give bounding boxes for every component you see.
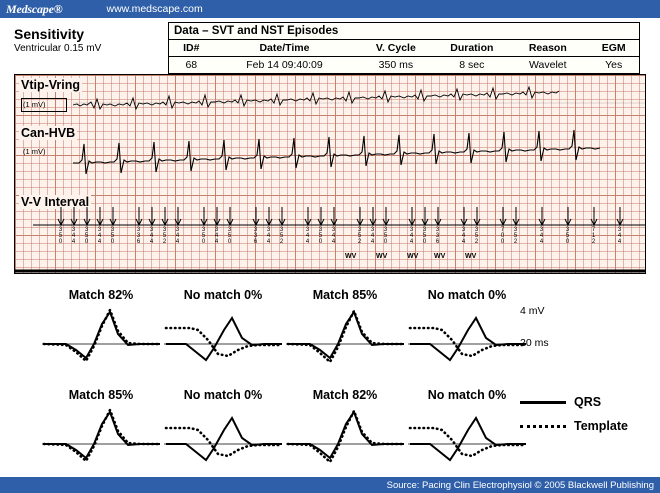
wavelet-match-panels: [14, 288, 514, 488]
vv-interval-value: 3 3 6: [253, 227, 258, 245]
vv-interval-value: 3 4 4: [71, 227, 76, 245]
column-header-vcycle: V. Cycle: [355, 40, 436, 57]
qrs-template-overlay: [284, 404, 406, 476]
vv-interval-value: 3 5 0: [110, 227, 115, 245]
legend-item-qrs: [520, 395, 650, 409]
scale-time-label: 20 ms: [520, 337, 549, 349]
column-header-reason: Reason: [507, 40, 588, 57]
cell-reason: Wavelet: [529, 59, 567, 71]
vv-interval-value: 3 4 4: [461, 227, 466, 245]
medscape-logo: Medscape®: [6, 1, 63, 16]
column-header-duration: Duration: [436, 40, 507, 57]
calibration-label-2: (1 mV): [23, 147, 46, 156]
match-panel[interactable]: [284, 288, 406, 376]
vv-interval-value: 3 3 6: [136, 227, 141, 245]
vv-interval-value: 3 5 0: [422, 227, 427, 245]
vv-interval-value: 3 5 0: [565, 227, 570, 245]
vv-interval-value: 3 5 0: [383, 227, 388, 245]
vv-interval-value: 3 5 2: [357, 227, 362, 245]
solid-line-icon: [520, 397, 566, 407]
vv-interval-value: 3 5 2: [279, 227, 284, 245]
episode-data-table: [168, 22, 640, 74]
table-header-row: [169, 40, 639, 57]
vv-interval-value: 3 4 4: [175, 227, 180, 245]
source-text: Source: Pacing Clin Electrophysiol © 2005 Blackwell Publishing: [386, 479, 654, 491]
legend-label-qrs: QRS: [574, 395, 602, 409]
vv-interval-value: 3 5 0: [318, 227, 323, 245]
qrs-template-overlay: [162, 304, 284, 376]
match-panel[interactable]: [162, 388, 284, 476]
vv-interval-value: 3 4 4: [97, 227, 102, 245]
vv-interval-value: 3 5 2: [513, 227, 518, 245]
vv-interval-value: 7 0 0: [500, 227, 505, 245]
channel-label-vv-interval: V-V Interval: [21, 195, 90, 209]
medscape-header-bar: [0, 0, 660, 18]
wv-marker: WV: [407, 253, 419, 260]
qrs-template-overlay: [406, 404, 528, 476]
scale-amplitude-label: 4 mV: [520, 305, 545, 317]
vv-interval-value: 3 4 4: [266, 227, 271, 245]
match-panel[interactable]: [406, 388, 528, 476]
match-panel[interactable]: [284, 388, 406, 476]
cell-vcycle: 350 ms: [378, 59, 414, 71]
vv-interval-value: 3 4 4: [305, 227, 310, 245]
match-panel[interactable]: [162, 288, 284, 376]
channel-label-can-hvb: Can-HVB: [21, 126, 76, 140]
match-panel-label: No match 0%: [183, 288, 263, 302]
qrs-template-overlay: [162, 404, 284, 476]
vv-interval-value: 3 5 0: [84, 227, 89, 245]
match-panel-label: No match 0%: [427, 288, 507, 302]
match-panel[interactable]: [40, 288, 162, 376]
vv-interval-value: 3 4 4: [370, 227, 375, 245]
vv-interval-value: 3 5 2: [162, 227, 167, 245]
episode-table: [169, 40, 639, 73]
legend-item-template: [520, 419, 650, 433]
match-panel[interactable]: [406, 288, 528, 376]
vv-interval-value: 3 3 6: [435, 227, 440, 245]
sensitivity-block: [14, 26, 101, 54]
qrs-template-overlay: [40, 404, 162, 476]
match-panel-label: Match 82%: [68, 288, 134, 302]
legend: [520, 305, 650, 433]
match-panel-label: Match 85%: [312, 288, 378, 302]
vv-interval-value: 3 5 2: [474, 227, 479, 245]
match-panel-label: Match 82%: [312, 388, 378, 402]
vv-interval-value: 3 4 4: [214, 227, 219, 245]
column-header-egm: EGM: [588, 40, 639, 57]
wv-marker: WV: [376, 253, 388, 260]
match-panel-label: Match 85%: [68, 388, 134, 402]
sensitivity-detail: Ventricular 0.15 mV: [14, 43, 102, 54]
legend-label-template: Template: [574, 419, 628, 433]
vv-interval-value: 3 4 4: [149, 227, 154, 245]
source-footer-bar: [0, 477, 660, 493]
table-row[interactable]: [169, 57, 639, 74]
wv-marker: WV: [465, 253, 477, 260]
cell-duration: 8 sec: [459, 59, 485, 71]
egm-recording-strip: [14, 74, 646, 274]
vv-interval-value: 3 4 4: [617, 227, 622, 245]
channel-label-vtip-vring: Vtip-Vring: [21, 78, 81, 92]
calibration-label-1: (1 mV): [23, 100, 46, 109]
column-header-datetime: Date/Time: [214, 40, 356, 57]
vv-interval-value: 7 1 2: [591, 227, 596, 245]
match-panel-row-2: [14, 388, 514, 488]
qrs-template-overlay: [40, 304, 162, 376]
column-header-id: ID#: [169, 40, 214, 57]
vv-interval-value: 3 4 4: [539, 227, 544, 245]
vv-interval-value: 3 5 0: [201, 227, 206, 245]
match-panel-label: No match 0%: [183, 388, 263, 402]
dotted-line-icon: [520, 421, 566, 431]
vv-interval-value: 3 4 4: [331, 227, 336, 245]
data-table-title: Data – SVT and NST Episodes: [169, 23, 639, 40]
sensitivity-title: Sensitivity: [14, 26, 85, 42]
match-panel[interactable]: [40, 388, 162, 476]
vv-interval-value: 3 4 4: [409, 227, 414, 245]
match-panel-row-1: [14, 288, 514, 388]
qrs-template-overlay: [284, 304, 406, 376]
cell-egm: Yes: [605, 59, 623, 71]
medscape-url[interactable]: www.medscape.com: [106, 3, 203, 15]
vv-interval-value: 3 5 0: [227, 227, 232, 245]
match-panel-label: No match 0%: [427, 388, 507, 402]
vv-interval-value: 3 5 0: [58, 227, 63, 245]
qrs-template-overlay: [406, 304, 528, 376]
cell-id: 68: [185, 59, 198, 71]
wv-marker: WV: [345, 253, 357, 260]
cell-datetime: Feb 14 09:40:09: [246, 59, 323, 71]
wv-marker: WV: [434, 253, 446, 260]
